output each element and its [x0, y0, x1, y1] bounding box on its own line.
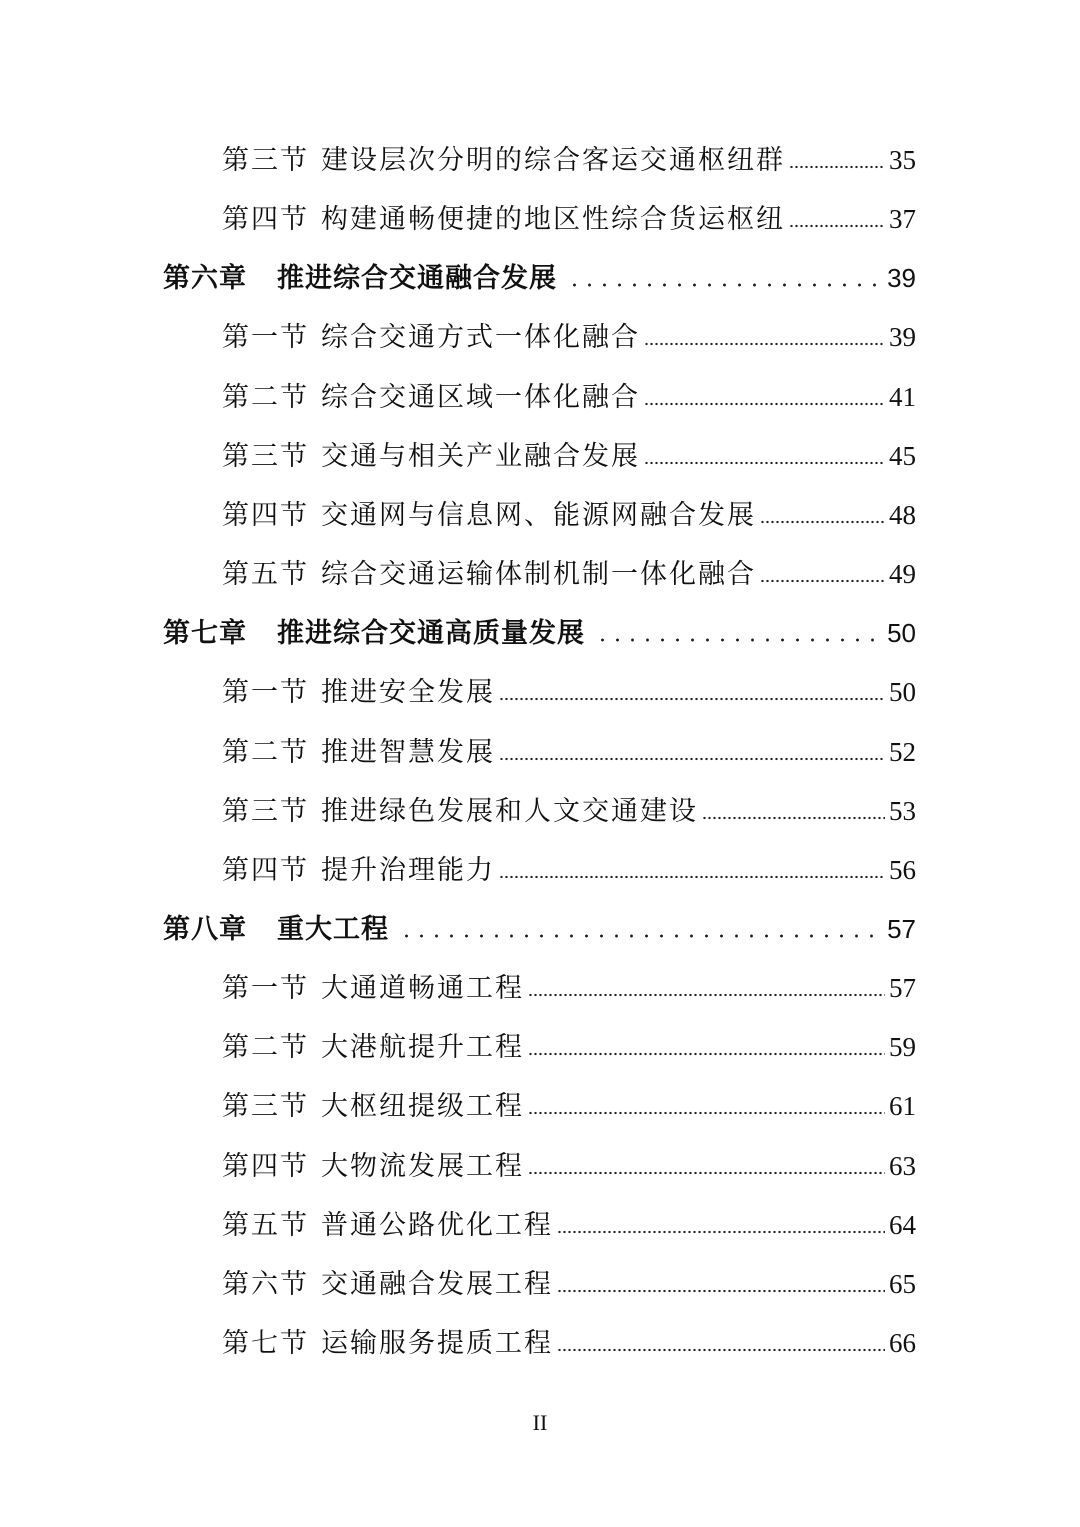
toc-entry-number: 第二节 [222, 737, 309, 768]
toc-dot-leader [557, 1289, 885, 1293]
toc-entry-number: 第七节 [222, 1328, 309, 1359]
toc-entry-title: 推进综合交通高质量发展 [277, 618, 585, 649]
toc-dot-leader [789, 224, 885, 228]
toc-dot-leader [557, 1230, 885, 1234]
toc-entry-page: 65 [889, 1269, 916, 1299]
toc-entry-title: 建设层次分明的综合客运交通枢纽群 [321, 145, 785, 176]
toc-entry-title: 交通网与信息网、能源网融合发展 [321, 500, 756, 531]
toc-entry-title: 重大工程 [277, 914, 389, 945]
toc-entry-number: 第一节 [222, 973, 309, 1004]
toc-dot-leader [528, 1171, 885, 1175]
toc-section-entry [222, 1025, 916, 1065]
toc-entry-title: 推进智慧发展 [321, 737, 495, 768]
toc-entry-title: 推进安全发展 [321, 677, 495, 708]
toc-entry-number: 第三节 [222, 441, 309, 472]
toc-section-entry [222, 375, 916, 415]
toc-entry-page: 61 [889, 1091, 916, 1121]
toc-section-entry [222, 493, 916, 533]
toc-section-entry [222, 315, 916, 355]
toc-entry-title: 大物流发展工程 [321, 1151, 524, 1182]
toc-chapter-entry [163, 907, 916, 947]
toc-entry-number: 第三节 [222, 145, 309, 176]
toc-entry-number: 第二节 [222, 1032, 309, 1063]
toc-entry-number: 第四节 [222, 855, 309, 886]
toc-entry-page: 57 [887, 914, 916, 944]
toc-dot-leader [499, 697, 885, 701]
toc-dot-leader [702, 816, 885, 820]
toc-entry-page: 45 [889, 441, 916, 471]
toc-section-entry [222, 730, 916, 770]
toc-section-entry [222, 434, 916, 474]
toc-entry-page: 39 [889, 322, 916, 352]
toc-entry-number: 第一节 [222, 677, 309, 708]
toc-entry-title: 普通公路优化工程 [321, 1210, 553, 1241]
toc-dot-leader [644, 402, 885, 406]
toc-entry-title: 推进绿色发展和人文交通建设 [321, 796, 698, 827]
toc-entry-number: 第六章 [163, 263, 247, 294]
toc-entry-title: 综合交通方式一体化融合 [321, 322, 640, 353]
toc-entry-title: 大枢纽提级工程 [321, 1091, 524, 1122]
toc-entry-title: 提升治理能力 [321, 855, 495, 886]
toc-entry-title: 大港航提升工程 [321, 1032, 524, 1063]
toc-section-entry [222, 1321, 916, 1361]
toc-entry-page: 57 [889, 973, 916, 1003]
toc-entry-number: 第四节 [222, 204, 309, 235]
page-number: II [532, 1410, 548, 1435]
toc-entry-number: 第七章 [163, 618, 247, 649]
toc-entry-number: 第八章 [163, 914, 247, 945]
toc-dot-leader [557, 1348, 885, 1352]
toc-entry-page: 52 [889, 737, 916, 767]
toc-dot-leader [499, 875, 885, 879]
toc-section-entry [222, 848, 916, 888]
toc-dot-leader [499, 757, 885, 761]
toc-chapter-entry [163, 611, 916, 651]
toc-dot-leader [644, 342, 885, 346]
toc-entry-number: 第一节 [222, 322, 309, 353]
toc-entry-title: 构建通畅便捷的地区性综合货运枢纽 [321, 204, 785, 235]
toc-entry-page: 53 [889, 796, 916, 826]
toc-entry-number: 第五节 [222, 1210, 309, 1241]
toc-entry-page: 39 [887, 263, 916, 293]
toc-entry-page: 63 [889, 1151, 916, 1181]
toc-dot-leader [528, 1111, 885, 1115]
toc-dot-leader [528, 1052, 885, 1056]
toc-entry-page: 50 [887, 618, 916, 648]
toc-entry-number: 第四节 [222, 1151, 309, 1182]
toc-entry-page: 56 [889, 855, 916, 885]
toc-entry-title: 推进综合交通融合发展 [277, 263, 557, 294]
toc-entry-page: 66 [889, 1328, 916, 1358]
toc-entry-title: 交通与相关产业融合发展 [321, 441, 640, 472]
toc-dot-leader [789, 165, 885, 169]
toc-entry-page: 35 [889, 145, 916, 175]
toc-entry-page: 37 [889, 204, 916, 234]
toc-dot-leader [760, 520, 885, 524]
toc-entry-page: 41 [889, 382, 916, 412]
toc-entry-title: 大通道畅通工程 [321, 973, 524, 1004]
toc-section-entry [222, 670, 916, 710]
toc-entry-number: 第五节 [222, 559, 309, 590]
toc-section-entry [222, 197, 916, 237]
toc-dot-leader [644, 461, 885, 465]
toc-entry-number: 第二节 [222, 382, 309, 413]
toc-entry-number: 第六节 [222, 1269, 309, 1300]
toc-entry-title: 综合交通运输体制机制一体化融合 [321, 559, 756, 590]
toc-section-entry [222, 552, 916, 592]
toc-section-entry [222, 966, 916, 1006]
toc-dot-leader [528, 993, 885, 997]
toc-entry-title: 交通融合发展工程 [321, 1269, 553, 1300]
toc-entry-page: 59 [889, 1032, 916, 1062]
toc-dot-leader [760, 579, 885, 583]
toc-entry-title: 综合交通区域一体化融合 [321, 382, 640, 413]
toc-section-entry [222, 789, 916, 829]
toc-section-entry [222, 138, 916, 178]
toc-entry-title: 运输服务提质工程 [321, 1328, 553, 1359]
toc-entry-page: 64 [889, 1210, 916, 1240]
toc-dot-leader [595, 638, 877, 642]
toc-entry-page: 50 [889, 677, 916, 707]
toc-entry-number: 第四节 [222, 500, 309, 531]
toc-entry-number: 第三节 [222, 796, 309, 827]
toc-section-entry [222, 1203, 916, 1243]
toc-dot-leader [399, 934, 877, 938]
toc-section-entry [222, 1084, 916, 1124]
toc-section-entry [222, 1262, 916, 1302]
toc-chapter-entry [163, 256, 916, 296]
toc-dot-leader [567, 283, 877, 287]
toc-entry-number: 第三节 [222, 1091, 309, 1122]
toc-section-entry [222, 1144, 916, 1184]
toc-entry-page: 48 [889, 500, 916, 530]
toc-entry-page: 49 [889, 559, 916, 589]
